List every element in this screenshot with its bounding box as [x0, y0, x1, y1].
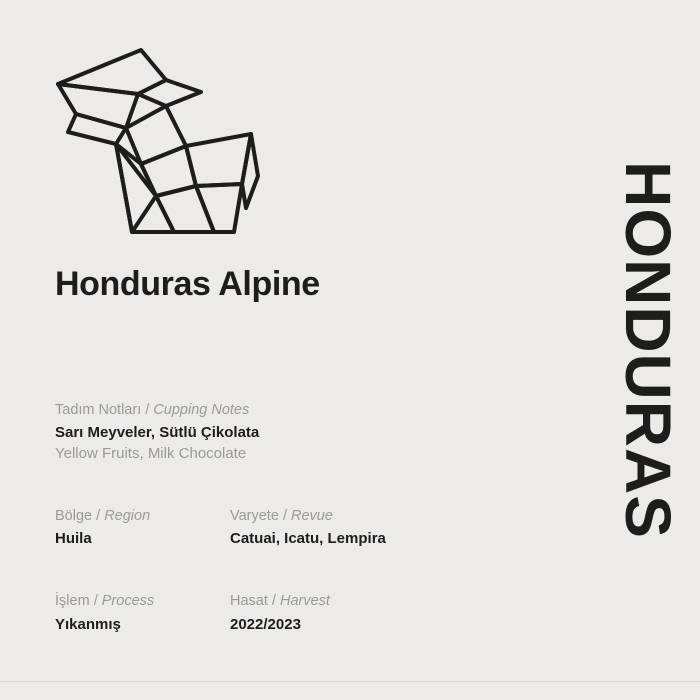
field-region-label-tr: Bölge — [55, 507, 93, 524]
country-banner — [580, 0, 700, 700]
field-variety-label-tr: Varyete — [230, 507, 279, 524]
field-harvest — [230, 591, 405, 635]
field-cupping-notes-label — [55, 400, 525, 420]
field-process — [55, 591, 230, 635]
field-cupping-notes-label-en: Cupping Notes — [153, 402, 250, 418]
field-region-label-en: Region — [104, 507, 151, 524]
attributes-section — [55, 400, 525, 635]
page-title: Honduras Alpine — [55, 265, 320, 303]
field-harvest-value: 2022/2023 — [230, 615, 301, 633]
origami-goat-icon — [46, 36, 266, 241]
field-separator: / — [271, 593, 276, 610]
field-variety-value: Catuai, Icatu, Lempira — [230, 530, 386, 548]
field-cupping-notes-value-en: Yellow Fruits, Milk Chocolate — [55, 444, 247, 462]
field-harvest-label-en: Harvest — [279, 593, 330, 610]
field-harvest-label-tr: Hasat — [230, 593, 268, 610]
attributes-row-2 — [55, 591, 525, 635]
field-region-value: Huila — [55, 530, 92, 548]
field-process-label — [55, 591, 230, 611]
field-variety-label-en: Revue — [291, 507, 333, 524]
field-cupping-notes — [55, 400, 525, 464]
field-region — [55, 506, 230, 550]
field-region-label — [55, 506, 230, 526]
field-process-label-tr: İşlem — [55, 593, 90, 610]
field-variety — [230, 506, 405, 550]
field-process-label-en: Process — [101, 593, 155, 610]
field-separator: / — [145, 402, 150, 418]
field-harvest-label — [230, 591, 405, 611]
field-cupping-notes-label-tr: Tadım Notları — [55, 402, 142, 418]
country-name: HONDURAS — [612, 161, 685, 539]
field-variety-label — [230, 506, 405, 526]
bottom-divider — [0, 681, 700, 682]
field-process-value: Yıkanmış — [55, 615, 121, 633]
field-cupping-notes-value-tr: Sarı Meyveler, Sütlü Çikolata — [55, 424, 260, 442]
attributes-row-1 — [55, 506, 525, 550]
field-separator: / — [282, 507, 287, 524]
field-separator: / — [93, 593, 98, 610]
field-separator: / — [96, 507, 101, 524]
